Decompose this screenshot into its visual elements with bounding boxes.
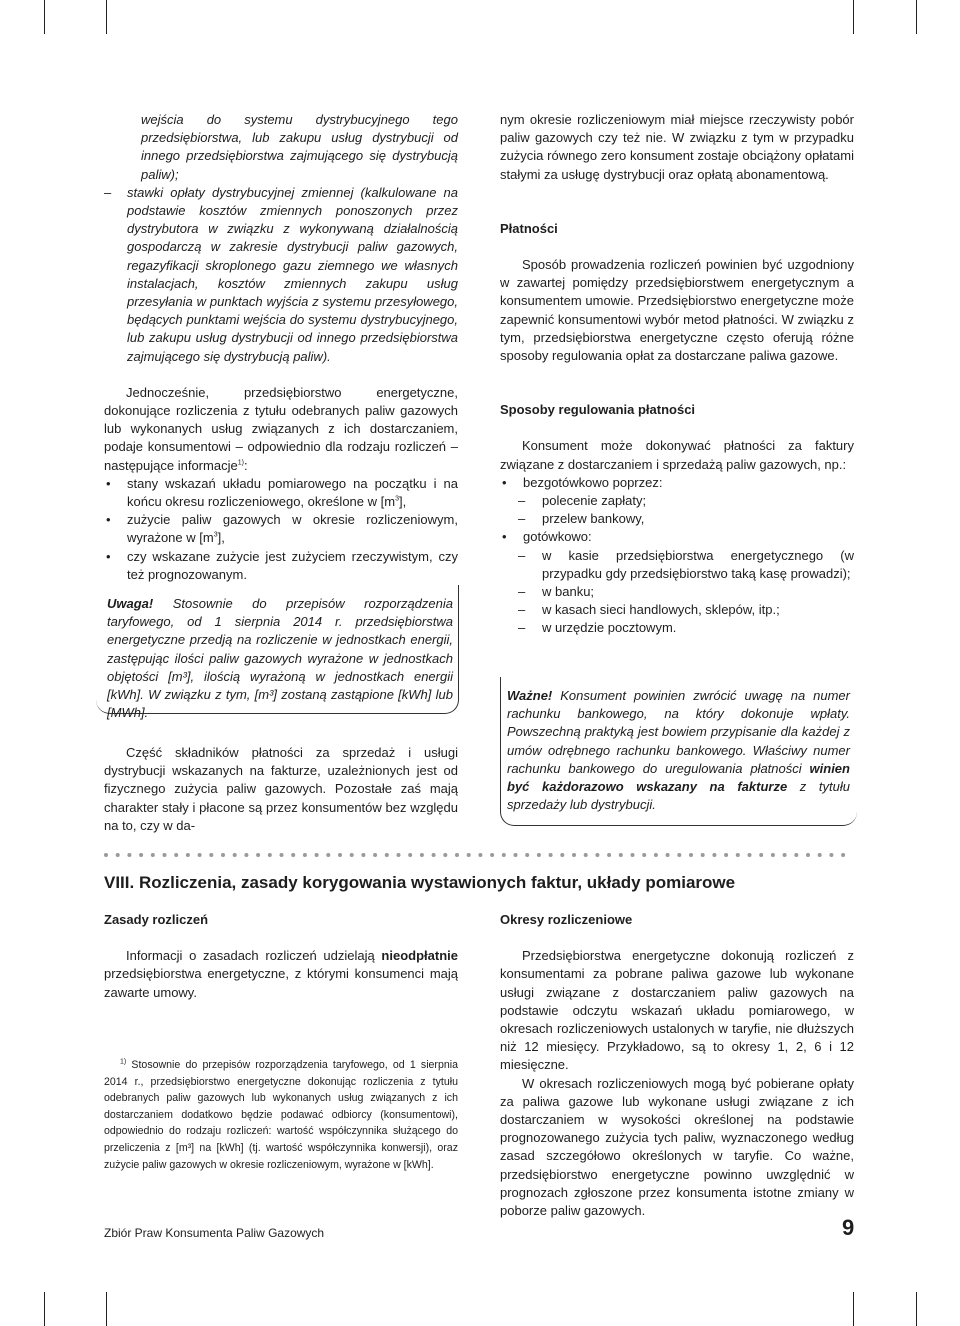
uwaga-label: Uwaga!: [107, 596, 154, 611]
separator-dot: [432, 853, 436, 857]
separator-dot: [326, 853, 330, 857]
heading-sposoby: Sposoby regulowania płatności: [500, 402, 696, 418]
separator-dot: [666, 853, 670, 857]
separator-dot: [397, 853, 401, 857]
separator-dot: [233, 853, 237, 857]
uwaga-note-text: Uwaga! Stosownie do przepisów rozporządzenia taryfowego, od 1 sierpnia 2014 r. przedsiębiorstwa energetyczne przedją na rozliczenie w jednostkach energii, zastępując ilości paliw gazowych wyrażone w jednostkach objętości [m³], ilością wyrażoną w jednostkach energii [kWh]. W związku z tym, [m³] zostaną zastąpione [kWh] lub [MWh].: [107, 596, 453, 721]
separator-dot: [443, 853, 447, 857]
dash-item: – polecenie zapłaty;: [518, 493, 647, 509]
paragraph-continuation: nym okresie rozliczeniowym miał miejsce rzeczywisty pobór paliw gazowych czy też nie. W związku z tym w przypadku zużycia równego zero konsument zostaje obciążony opłatami stałymi za usługę dystrybucji oraz opłatą abonamentową.: [500, 112, 854, 182]
wazne-note-box: [500, 677, 857, 826]
left-column: [104, 111, 458, 584]
crop-mark: [916, 1292, 917, 1326]
separator-dot: [584, 853, 588, 857]
separator-dot: [303, 853, 307, 857]
separator-dot: [291, 853, 295, 857]
separator-dot: [408, 853, 412, 857]
dash-marker: –: [104, 184, 112, 200]
separator-dot: [116, 853, 120, 857]
dash-item: – w kasie przedsiębiorstwa energetycznego (w przypadku gdy przedsiębiorstwo taką kasę prowadzi);: [518, 547, 854, 581]
separator-dot: [338, 853, 342, 857]
separator-dot: [221, 853, 225, 857]
separator-dot: [631, 853, 635, 857]
separator-dot: [572, 853, 576, 857]
dotted-separator: [104, 851, 856, 859]
separator-dot: [607, 853, 611, 857]
separator-dot: [361, 853, 365, 857]
bullet-item: • gotówkowo:: [502, 529, 592, 545]
separator-dot: [478, 853, 482, 857]
dash-item: – w urzędzie pocztowym.: [518, 620, 677, 636]
payment-methods-list: [500, 474, 854, 638]
paragraph-zasady: Informacji o zasadach rozliczeń udzielają nieodpłatnie przedsiębiorstwa energetyczne, z którymi konsumenci mają zawarte umowy.: [104, 948, 458, 1000]
crop-mark: [44, 0, 45, 34]
footnote: $^{1)}$ Stosownie do przepisów rozporządzenia taryfowego, od 1 sierpnia 2014 r., przedsiębiorstwo energetyczne dokonując rozliczenia z tytułu odebranych paliw gazowych lub wykonanych usług związanych z ich dostarczaniem dodatkowo będzie podawać odbiorcy (konsumentowi), odpowiednio do rodzaju rozliczeń: wartość współczynnika służącego do przeliczenia z [m³] na [kWh] (tj. wartość współczynnika konwersji), oraz zużycie paliw gazowych w okresie rozliczeniowym, wyrażone w [kWh].: [104, 1058, 458, 1171]
bottom-right-column: [500, 911, 854, 1220]
separator-dot: [818, 853, 822, 857]
separator-dot: [514, 853, 518, 857]
separator-dot: [490, 853, 494, 857]
crop-mark: [853, 1292, 854, 1326]
separator-dot: [280, 853, 284, 857]
wazne-note-text: Ważne! Konsument powinien zwrócić uwagę na numer rachunku bankowego, na który dokonuje wpłaty. Powszechną praktyką jest bowiem przypisanie dla każdej z umów odrębnego rachunku bankowego. Właściwy numer rachunku bankowego do uregulowania płatności winien być każdorazowo wskazany na fakturze z tytułu sprzedaży lub dystrybucji.: [507, 688, 850, 813]
separator-dot: [841, 853, 845, 857]
separator-dot: [244, 853, 248, 857]
crop-mark: [106, 1292, 107, 1326]
separator-dot: [151, 853, 155, 857]
separator-dot: [537, 853, 541, 857]
separator-dot: [736, 853, 740, 857]
dash-item: – przelew bankowy,: [518, 511, 645, 527]
bullet-list-informacje: [104, 475, 458, 584]
separator-dot: [829, 853, 833, 857]
separator-dot: [560, 853, 564, 857]
right-column: [500, 111, 854, 638]
uwaga-note-box: [96, 585, 459, 721]
separator-dot: [642, 853, 646, 857]
crop-mark: [853, 0, 854, 34]
separator-dot: [385, 853, 389, 857]
separator-dot: [455, 853, 459, 857]
separator-dot: [794, 853, 798, 857]
bullet-item: • bezgotówkowo poprzez:: [502, 474, 663, 490]
separator-dot: [315, 853, 319, 857]
separator-dot: [350, 853, 354, 857]
separator-dot: [209, 853, 213, 857]
separator-dot: [163, 853, 167, 857]
separator-dot: [198, 853, 202, 857]
paragraph-platnosci: Sposób prowadzenia rozliczeń powinien być uzgodniony w zawartej pomiędzy przedsiębiorstwem energetycznym a konsumentem umowie. Przedsiębiorstwo energetyczne może zapewnić konsumentowi wybór metod płatności. W związku z tym, przedsiębiorstwa energetyczne często oferują różne sposoby regulowania opłat za dostarczane paliwa gazowe.: [500, 257, 854, 364]
crop-mark: [106, 0, 107, 34]
paragraph-sposoby: Konsument może dokonywać płatności za faktury związane z dostarczaniem i sprzedażą paliw gazowych, np.:: [500, 438, 854, 472]
heading-zasady: Zasady rozliczeń: [104, 912, 209, 927]
separator-dot: [783, 853, 787, 857]
paragraph-skladniki: Część składników płatności za sprzedaż i usługi dystrybucji wskazanych na fakturze, uzależnionych jest od fizycznego zużycia paliw gazowych. Pozostałe zaś mają charakter stały i płacone są przez konsumentów bez względu na to, czy w da-: [104, 745, 458, 833]
paragraph-okresy-2: W okresach rozliczeniowych mogą być pobierane opłaty za paliwa gazowe lub wykonane usługi związane z ich dostarczaniem w wysokości określonej na podstawie prognozowanego zużycia tych paliw, wyznaczonego według zasad szczegółowo określonych w taryfie. Co ważne, przedsiębiorstwo energetyczne powinno uwzględnić w prognozach zgłoszone przez konsumenta istotne zmiany w poborze paliw gazowych.: [500, 1075, 854, 1219]
dash-item: – stawki opłaty dystrybucyjnej zmiennej (kalkulowane na podstawie kosztów zmiennych ponoszonych przez dystrybutora w związku z wykonywaną działalnością gospodarczą w zakresie dystrybucji paliw gazowych, regazyfikacji skroplonego gazu ziemnego we własnych instalacjach, kosztów zmiennych zakupu usług przesyłania w punktach wyjścia z systemu przesyłowego, będących punktami wejścia do systemu dystrybucyjnego, lub zakupu usług dystrybucji od innego przedsiębiorstwa zajmującego się dystrybucją paliw).: [104, 184, 458, 364]
separator-dot: [712, 853, 716, 857]
separator-dot: [139, 853, 143, 857]
crop-mark: [916, 0, 917, 34]
separator-dot: [256, 853, 260, 857]
separator-dot: [467, 853, 471, 857]
separator-dot: [420, 853, 424, 857]
separator-dot: [127, 853, 131, 857]
separator-dot: [174, 853, 178, 857]
footer-publication-title: Zbiór Praw Konsumenta Paliw Gazowych: [104, 1226, 325, 1240]
crop-mark: [44, 1292, 45, 1326]
separator-dot: [619, 853, 623, 857]
paragraph-informacje: Jednocześnie, przedsiębiorstwo energetyczne, dokonujące rozliczenia z tytułu odebranych paliw gazowych lub wykonanych usług związanych z ich dostarczaniem, podaje konsumentowi – odpowiednio dla rodzaju rozliczeń – następujące informacje$^{1)}$:: [104, 384, 458, 473]
separator-dot: [373, 853, 377, 857]
heading-okresy: Okresy rozliczeniowe: [500, 912, 633, 927]
separator-dot: [701, 853, 705, 857]
separator-dot: [654, 853, 658, 857]
page-number: 9: [842, 1215, 855, 1240]
separator-dot: [689, 853, 693, 857]
italic-continuation: wejścia do systemu dystrybucyjnego tego przedsiębiorstwa, lub zakupu usług dystrybucji od innego przedsiębiorstwa zajmującego się dystrybucją paliw);: [141, 112, 458, 182]
bottom-left-column: [104, 911, 458, 1002]
bullet-item: • czy wskazane zużycie jest zużyciem rzeczywistym, czy też prognozowanym.: [106, 548, 458, 582]
separator-dot: [595, 853, 599, 857]
paragraph-okresy-1: Przedsiębiorstwa energetyczne dokonują rozliczeń z konsumentami za pobrane paliwa gazowe lub wykonane usługi związane z dostarczaniem paliw gazowych na podstawie odczytu wskazań układu pomiarowego, w okresach rozliczeniowych ustalonych w taryfie, nie dłuższych niż 12 miesięcy. Przykładowo, są to okresy 1, 2, 6 i 12 miesięczne.: [500, 948, 854, 1073]
separator-dot: [268, 853, 272, 857]
separator-dot: [771, 853, 775, 857]
separator-dot: [806, 853, 810, 857]
chapter-heading: VIII. Rozliczenia, zasady korygowania wystawionych faktur, układy pomiarowe: [104, 873, 736, 892]
wazne-label: Ważne!: [507, 688, 553, 703]
separator-dot: [759, 853, 763, 857]
separator-dot: [748, 853, 752, 857]
separator-dot: [677, 853, 681, 857]
separator-dot: [104, 853, 108, 857]
dash-item: – w kasach sieci handlowych, sklepów, itp.;: [518, 602, 780, 618]
separator-dot: [186, 853, 190, 857]
italic-dash-list: [104, 184, 458, 366]
separator-dot: [724, 853, 728, 857]
bullet-item: • stany wskazań układu pomiarowego na początku i na końcu okresu rozliczeniowego, określone w $[m^3]$,: [106, 475, 458, 510]
bullet-item: • zużycie paliw gazowych w okresie rozliczeniowym, wyrażone w $[m^3]$,: [106, 512, 458, 546]
separator-dot: [502, 853, 506, 857]
separator-dot: [549, 853, 553, 857]
separator-dot: [525, 853, 529, 857]
dash-item: – w banku;: [518, 584, 595, 600]
heading-platnosci: Płatności: [500, 220, 558, 236]
